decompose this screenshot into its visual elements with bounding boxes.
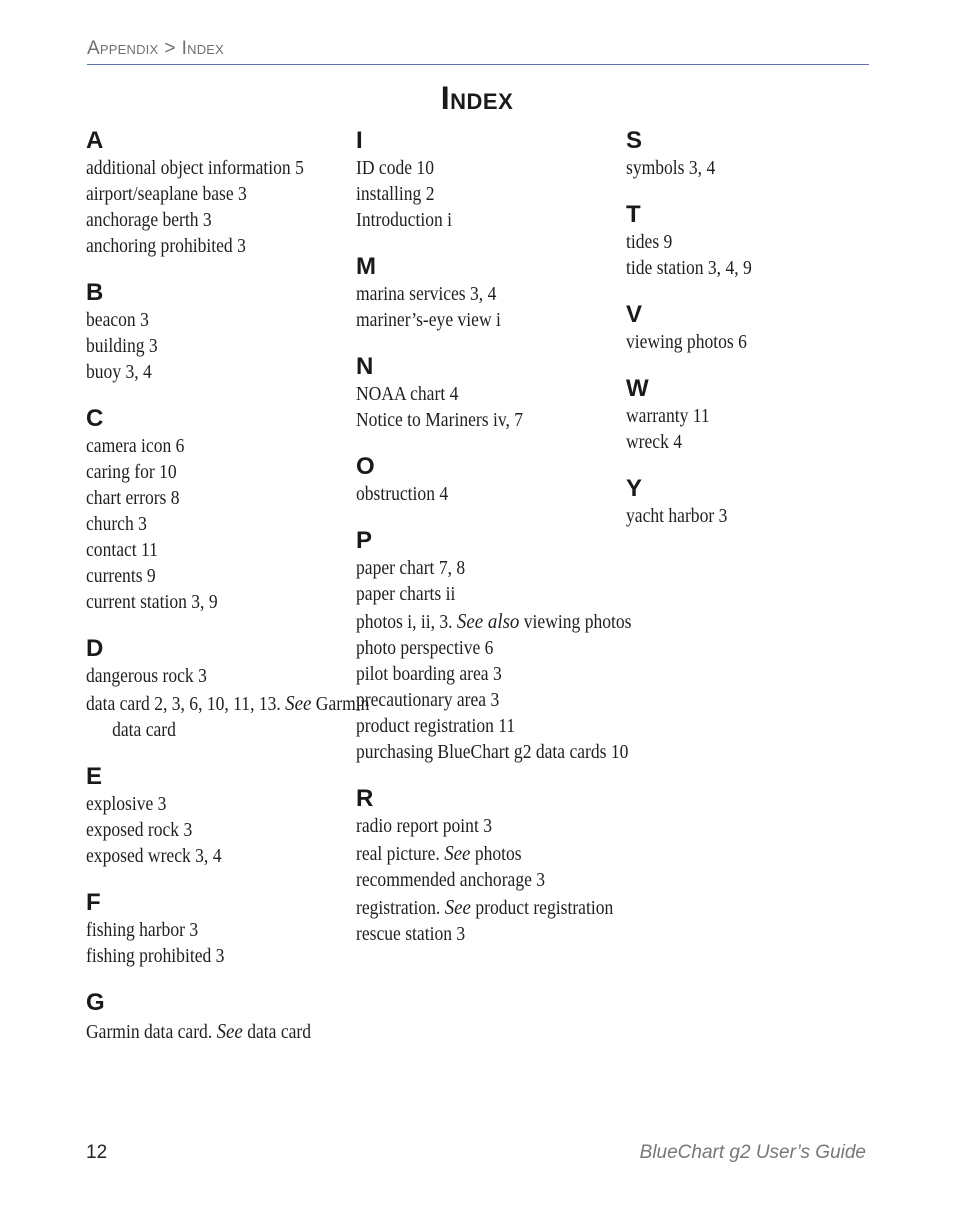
entry-text: additional object information 5 bbox=[86, 158, 304, 179]
index-section bbox=[86, 634, 370, 744]
entry-text: viewing photos 6 bbox=[626, 332, 747, 353]
section-letter: S bbox=[626, 127, 643, 154]
index-entry bbox=[356, 740, 642, 766]
index-entry bbox=[86, 182, 372, 208]
index-entry bbox=[356, 208, 642, 234]
entry-text: mariner’s-eye view i bbox=[356, 310, 501, 331]
index-entry bbox=[356, 156, 642, 182]
entry-text: registration. bbox=[356, 898, 445, 919]
entry-text: radio report point 3 bbox=[356, 816, 492, 837]
entry-text: fishing prohibited 3 bbox=[86, 946, 225, 967]
entry-text: symbols 3, 4 bbox=[626, 158, 716, 179]
entry-text: Introduction i bbox=[356, 210, 453, 231]
index-entry bbox=[86, 944, 372, 970]
index-entry bbox=[356, 182, 642, 208]
index-entry bbox=[86, 792, 372, 818]
page-number: 12 bbox=[86, 1142, 108, 1163]
index-section bbox=[86, 762, 346, 870]
entry-text: caring for 10 bbox=[86, 462, 177, 483]
index-section bbox=[356, 452, 616, 508]
index-entry bbox=[356, 814, 642, 840]
index-entry bbox=[86, 844, 372, 870]
entry-text: Garmin data card. bbox=[86, 1022, 217, 1043]
section-letter: M bbox=[356, 253, 376, 280]
entry-text: obstruction 4 bbox=[356, 484, 449, 505]
entry-text: tides 9 bbox=[626, 232, 673, 253]
section-letter: G bbox=[86, 989, 105, 1016]
index-entry bbox=[86, 234, 372, 260]
cross-reference-target: product registration bbox=[470, 898, 614, 919]
index-entry bbox=[626, 404, 902, 430]
index-section bbox=[356, 784, 616, 948]
index-entry bbox=[626, 230, 902, 256]
entry-text: data card 2, 3, 6, 10, 11, 13. bbox=[86, 694, 286, 715]
section-letter: I bbox=[356, 127, 363, 154]
index-entry bbox=[86, 156, 372, 182]
entry-text: wreck 4 bbox=[626, 432, 683, 453]
index-entry bbox=[86, 208, 372, 234]
entry-text: fishing harbor 3 bbox=[86, 920, 199, 941]
index-entry bbox=[356, 714, 642, 740]
entry-text: Notice to Mariners iv, 7 bbox=[356, 410, 524, 431]
entry-text: paper chart 7, 8 bbox=[356, 558, 466, 579]
index-section bbox=[86, 888, 346, 970]
cross-reference: See also bbox=[456, 609, 520, 633]
index-entry bbox=[356, 556, 642, 582]
entry-text: installing 2 bbox=[356, 184, 435, 205]
index-entry bbox=[356, 308, 642, 334]
header-separator: > bbox=[164, 38, 176, 59]
entry-text: NOAA chart 4 bbox=[356, 384, 459, 405]
running-header bbox=[87, 38, 869, 65]
entry-text: current station 3, 9 bbox=[86, 592, 218, 613]
index-entry bbox=[86, 538, 372, 564]
entry-text: airport/seaplane base 3 bbox=[86, 184, 247, 205]
cross-reference: See bbox=[216, 1019, 243, 1043]
entry-text: currents 9 bbox=[86, 566, 156, 587]
entry-text: chart errors 8 bbox=[86, 488, 180, 509]
index-entry bbox=[86, 590, 372, 616]
entry-text: paper charts ii bbox=[356, 584, 456, 605]
index-section bbox=[356, 126, 616, 234]
cross-reference: See bbox=[285, 691, 312, 715]
index-entry bbox=[356, 688, 642, 714]
section-letter: E bbox=[86, 763, 103, 790]
entry-text: exposed wreck 3, 4 bbox=[86, 846, 222, 867]
entry-text: exposed rock 3 bbox=[86, 820, 193, 841]
entry-text: buoy 3, 4 bbox=[86, 362, 152, 383]
index-section bbox=[356, 526, 632, 766]
index-section bbox=[626, 126, 876, 182]
entry-text: real picture. bbox=[356, 844, 445, 865]
index-entry bbox=[356, 922, 642, 948]
index-column-3 bbox=[626, 126, 876, 548]
index-entry bbox=[86, 664, 372, 690]
index-entry bbox=[86, 360, 372, 386]
header-page: Index bbox=[181, 38, 225, 59]
entry-text: anchoring prohibited 3 bbox=[86, 236, 246, 257]
entry-text: warranty 11 bbox=[626, 406, 710, 427]
entry-text: photo perspective 6 bbox=[356, 638, 494, 659]
index-entry bbox=[86, 918, 372, 944]
index-entry bbox=[626, 330, 902, 356]
index-entry bbox=[356, 662, 642, 688]
entry-text: photos i, ii, 3. bbox=[356, 612, 457, 633]
index-section bbox=[86, 278, 346, 386]
index-entry bbox=[356, 408, 642, 434]
section-letter: B bbox=[86, 279, 104, 306]
entry-text: recommended anchorage 3 bbox=[356, 870, 546, 891]
cross-reference-target: photos bbox=[470, 844, 522, 865]
index-section bbox=[626, 474, 876, 530]
section-letter: D bbox=[86, 635, 104, 662]
cross-reference: See bbox=[444, 895, 471, 919]
index-entry bbox=[86, 512, 372, 538]
entry-text: ID code 10 bbox=[356, 158, 434, 179]
entry-text: purchasing BlueChart g2 data cards 10 bbox=[356, 742, 629, 763]
entry-text: product registration 11 bbox=[356, 716, 516, 737]
entry-text: tide station 3, 4, 9 bbox=[626, 258, 752, 279]
index-section bbox=[626, 300, 876, 356]
index-section bbox=[356, 252, 616, 334]
guide-title: BlueChart g2 User’s Guide bbox=[639, 1142, 866, 1163]
index-entry bbox=[356, 840, 642, 868]
index-entry bbox=[86, 308, 372, 334]
index-entry bbox=[86, 818, 372, 844]
cross-reference: See bbox=[444, 841, 471, 865]
index-section bbox=[356, 352, 616, 434]
index-entry bbox=[356, 282, 642, 308]
entry-text: contact 11 bbox=[86, 540, 158, 561]
index-entry bbox=[86, 486, 372, 512]
index-entry bbox=[626, 256, 902, 282]
section-letter: Y bbox=[626, 475, 643, 502]
index-section bbox=[86, 988, 346, 1046]
index-entry bbox=[86, 690, 372, 744]
index-column-1 bbox=[86, 126, 370, 1064]
index-entry bbox=[626, 430, 902, 456]
section-letter: O bbox=[356, 453, 375, 480]
entry-text: marina services 3, 4 bbox=[356, 284, 497, 305]
index-column-2 bbox=[356, 126, 632, 966]
section-letter: A bbox=[86, 127, 104, 154]
section-letter: W bbox=[626, 375, 649, 402]
index-entry bbox=[626, 504, 902, 530]
cross-reference-target: viewing photos bbox=[519, 612, 632, 633]
index-entry bbox=[356, 382, 642, 408]
index-entry bbox=[356, 582, 642, 608]
index-entry bbox=[86, 460, 372, 486]
cross-reference-target: data card bbox=[242, 1022, 312, 1043]
index-section bbox=[626, 374, 876, 456]
index-entry bbox=[356, 482, 642, 508]
entry-text: rescue station 3 bbox=[356, 924, 466, 945]
index-entry bbox=[356, 636, 642, 662]
entry-text: anchorage berth 3 bbox=[86, 210, 212, 231]
index-entry bbox=[626, 156, 902, 182]
page-title: Index bbox=[440, 80, 514, 116]
entry-text: dangerous rock 3 bbox=[86, 666, 207, 687]
entry-text: building 3 bbox=[86, 336, 158, 357]
entry-text: beacon 3 bbox=[86, 310, 149, 331]
entry-text: pilot boarding area 3 bbox=[356, 664, 502, 685]
index-entry bbox=[86, 334, 372, 360]
index-entry bbox=[356, 894, 642, 922]
entry-text: explosive 3 bbox=[86, 794, 167, 815]
section-letter: C bbox=[86, 405, 104, 432]
entry-text: church 3 bbox=[86, 514, 147, 535]
index-entry bbox=[86, 434, 372, 460]
entry-text: yacht harbor 3 bbox=[626, 506, 728, 527]
header-section: Appendix bbox=[87, 38, 159, 59]
index-section bbox=[626, 200, 876, 282]
index-entry bbox=[356, 608, 642, 636]
index-section bbox=[86, 404, 346, 616]
index-entry bbox=[86, 1018, 372, 1046]
cross-reference-target: Garmin data card bbox=[112, 694, 370, 741]
section-letter: R bbox=[356, 785, 374, 812]
section-letter: N bbox=[356, 353, 374, 380]
index-section bbox=[86, 126, 346, 260]
index-entry bbox=[86, 564, 372, 590]
entry-text: camera icon 6 bbox=[86, 436, 185, 457]
section-letter: P bbox=[356, 527, 373, 554]
section-letter: V bbox=[626, 301, 643, 328]
index-entry bbox=[356, 868, 642, 894]
section-letter: F bbox=[86, 889, 101, 916]
section-letter: T bbox=[626, 201, 641, 228]
entry-text: precautionary area 3 bbox=[356, 690, 500, 711]
